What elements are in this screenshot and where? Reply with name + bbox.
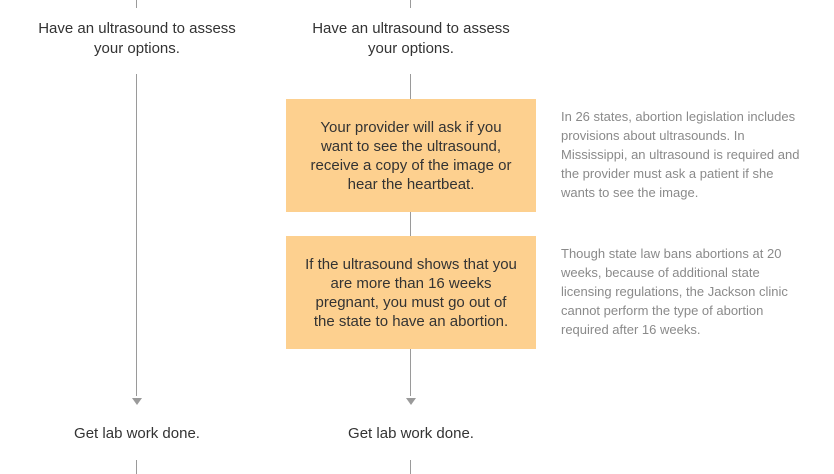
right-connector-2	[410, 212, 411, 236]
right-top-stub	[410, 0, 411, 8]
clinic-regulation-note: Though state law bans abortions at 20 weeks, because of additional state licensing regulations, the Jackson clinic cannot perform the type of abortion required after 16 weeks.	[561, 246, 788, 337]
left-bottom-step: Get lab work done.	[74, 425, 200, 442]
right-bottom-step: Get lab work done.	[348, 425, 474, 442]
sixteen-weeks-text: If the ultrasound shows that you are more than 16 weeks pregnant, you must go out of the state to have an abortion.	[305, 255, 517, 330]
ultrasound-viewing-box	[286, 99, 536, 212]
right-arrow-down-icon	[406, 398, 416, 405]
left-bottom-stub	[136, 460, 137, 474]
left-connector	[136, 74, 137, 396]
ultrasound-viewing-text: Your provider will ask if you want to see the ultrasound, receive a copy of the image or hear the heartbeat.	[310, 118, 512, 193]
right-bottom-stub	[410, 460, 411, 474]
left-top-stub	[136, 0, 137, 8]
left-top-step: Have an ultrasound to assess your options.	[38, 20, 236, 57]
right-connector-3	[410, 349, 411, 396]
right-connector-1	[410, 74, 411, 99]
left-arrow-down-icon	[132, 398, 142, 405]
sixteen-weeks-box	[286, 236, 536, 349]
right-top-step: Have an ultrasound to assess your options.	[312, 20, 510, 57]
ultrasound-law-note: In 26 states, abortion legislation includes provisions about ultrasounds. In Mississippi, an ultrasound is required and the provider must ask a patient if she wants to see the image.	[561, 109, 800, 200]
